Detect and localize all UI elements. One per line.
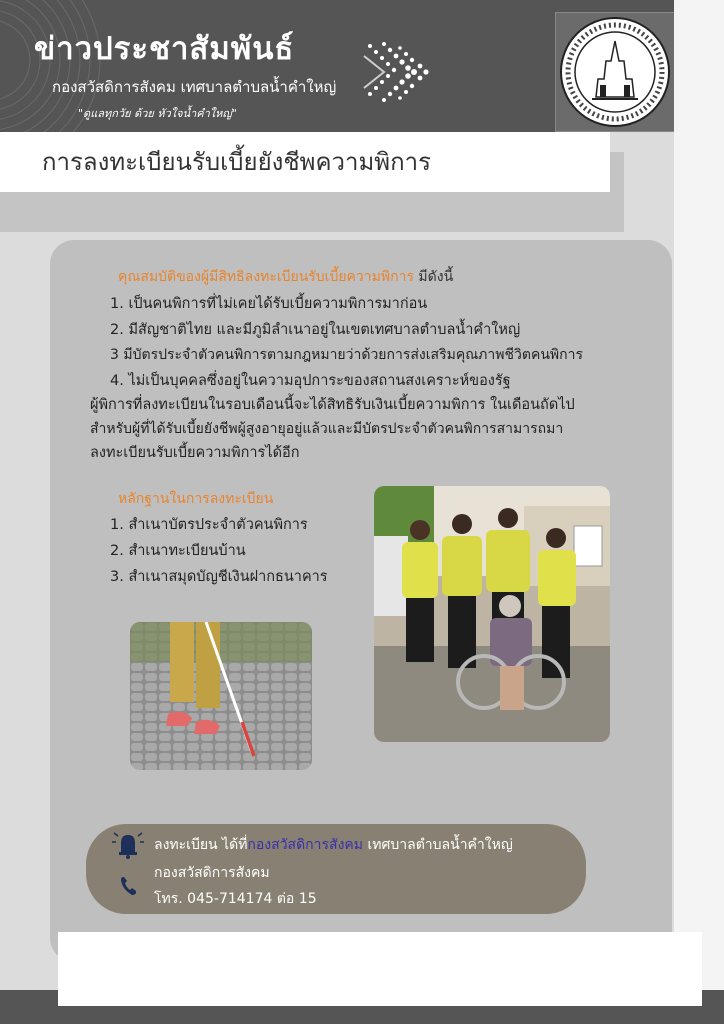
phone-icon [120, 876, 138, 896]
eligibility-item: 1. เป็นคนพิการที่ไม่เคยได้รับเบี้ยความพิการมาก่อน [110, 296, 428, 312]
register-highlight: กองสวัสดิการสังคม [247, 837, 364, 853]
bell-icon [112, 828, 144, 860]
header-slogan: "ดูแลทุกวัย ด้วย หัวใจน้ำคำใหญ่" [78, 107, 237, 120]
eligibility-heading-suffix: มีดังนี้ [418, 269, 454, 285]
document-item: 1. สำเนาบัตรประจำตัวคนพิการ [110, 517, 308, 533]
eligibility-paragraph-line: ผู้พิการที่ลงทะเบียนในรอบเดือนนี้จะได้สิทธิรับเงินเบี้ยความพิการ ในเดือนถัดไป [90, 397, 575, 413]
page-title: การลงทะเบียนรับเบี้ยยังชีพความพิการ [42, 148, 432, 176]
register-prefix: ลงทะเบียน ได้ที่ [154, 837, 248, 853]
group-wheelchair-photo [374, 486, 610, 742]
header-banner [0, 0, 674, 132]
eligibility-item: 3 มีบัตรประจำตัวคนพิการตามกฎหมายว่าด้วยการส่งเสริมคุณภาพชีวิตคนพิการ [110, 347, 583, 363]
eligibility-item: 2. มีสัญชาติไทย และมีภูมิลำเนาอยู่ในเขตเทศบาลตำบลน้ำคำใหญ่ [110, 322, 521, 338]
document-item: 3. สำเนาสมุดบัญชีเงินฝากธนาคาร [110, 569, 328, 585]
phone-number: โทร. 045-714174 ต่อ 15 [154, 891, 317, 907]
eligibility-item: 4. ไม่เป็นบุคคลซึ่งอยู่ในความอุปการะของสถานสงเคราะห์ของรัฐ [110, 373, 511, 389]
header-subtitle: กองสวัสดิการสังคม เทศบาลตำบลน้ำคำใหญ่ [52, 78, 337, 96]
eligibility-paragraph-line: ลงทะเบียนรับเบี้ยความพิการได้อีก [90, 445, 300, 461]
eligibility-paragraph-line: สำหรับผู้ที่ได้รับเบี้ยยังชีพผู้สูงอายุอยู่แล้วและมีบัตรประจำตัวคนพิการสามารถมา [90, 421, 564, 437]
register-suffix: เทศบาลตำบลน้ำคำใหญ่ [363, 837, 513, 853]
municipal-seal-icon [555, 12, 674, 132]
chevron-right-icon [362, 36, 432, 108]
page-margin [674, 0, 724, 990]
register-location [154, 838, 513, 852]
document-item: 2. สำเนาทะเบียนบ้าน [110, 543, 246, 559]
eligibility-heading-text: คุณสมบัติของผู้มีสิทธิลงทะเบียนรับเบี้ยความพิการ [118, 269, 414, 285]
footer-blank-box [58, 932, 702, 1006]
eligibility-heading [118, 270, 453, 284]
documents-heading: หลักฐานในการลงทะเบียน [118, 491, 274, 507]
office-name: กองสวัสดิการสังคม [154, 865, 270, 881]
header-title: ข่าวประชาสัมพันธ์ [34, 31, 295, 67]
white-cane-photo [130, 622, 312, 770]
